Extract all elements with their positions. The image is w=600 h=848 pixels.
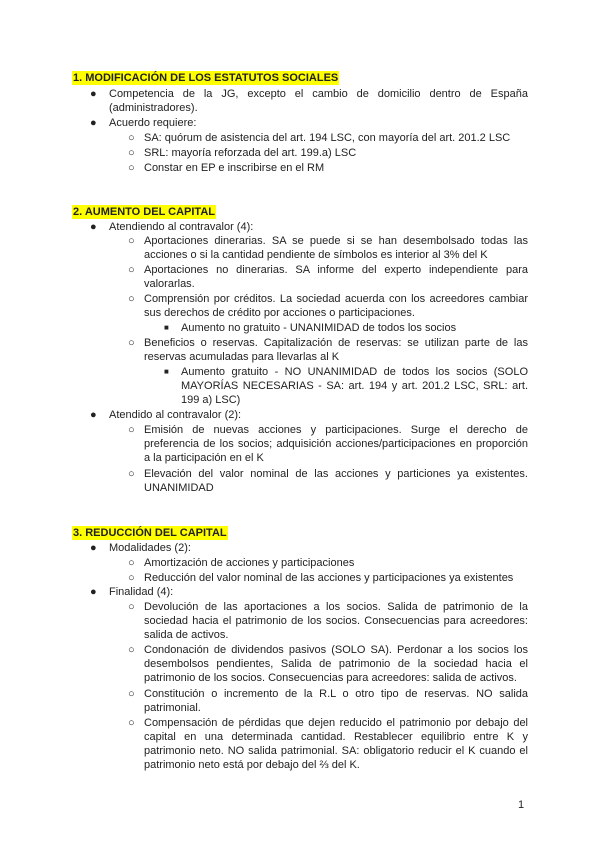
paragraph-line: patrimonial.: [144, 702, 201, 714]
paragraph-line: sus derechos de crédito por acciones o participaciones.: [144, 307, 415, 319]
bullet-circle-icon: ○: [128, 293, 135, 305]
list-item: Finalidad (4):: [109, 586, 174, 598]
paragraph-line: reservas acumuladas para llevarlas al K: [144, 351, 340, 363]
paragraph-line: Competencia de la JG, excepto el cambio de domicilio dentro de España: [109, 88, 528, 100]
paragraph-line: Aumento gratuito - NO UNANIMIDAD de todos los socios (SOLO: [181, 366, 528, 378]
bullet-circle-icon: ○: [128, 264, 135, 276]
paragraph-line: patrimonio neto está por debajo del ⅔ del K.: [144, 759, 360, 771]
paragraph-line: Devolución de las aportaciones a los socios. Salida de patrimonio de la: [144, 601, 528, 613]
bullet-disc-icon: ●: [90, 586, 97, 598]
paragraph-line: capital en una determinada cantidad. Restablecer equilibrio entre K y: [144, 731, 528, 743]
bullet-disc-icon: ●: [90, 117, 97, 129]
bullet-circle-icon: ○: [128, 557, 135, 569]
list-item: Atendido al contravalor (2):: [109, 409, 242, 421]
paragraph-line: Aportaciones no dinerarias. SA informe del experto independiente para: [144, 264, 528, 276]
bullet-disc-icon: ●: [90, 542, 97, 554]
paragraph-line: patrimonio neto. NO salida patrimonial. SA: obligatorio reducir el K cuando el: [144, 745, 528, 757]
paragraph-line: preferencia de los socios; adquisición acciones/participaciones en proporción: [144, 438, 528, 450]
section-heading-2: 2. AUMENTO DEL CAPITAL: [73, 206, 215, 218]
bullet-circle-icon: ○: [128, 717, 135, 729]
paragraph-line: valorarlas.: [144, 278, 195, 290]
bullet-circle-icon: ○: [128, 147, 135, 159]
bullet-circle-icon: ○: [128, 468, 135, 480]
paragraph-line: desembolsos pendientes, Salida de patrimonio de la sociedad hacia el: [144, 658, 528, 670]
page-number: 1: [518, 799, 525, 811]
bullet-circle-icon: ○: [128, 644, 135, 656]
list-item: Aumento no gratuito - UNANIMIDAD de todos los socios: [181, 322, 457, 334]
paragraph-line: a la participación en el K: [144, 452, 264, 464]
paragraph-line: Elevación del valor nominal de las acciones y particiones ya existentes.: [144, 468, 528, 480]
list-item: SRL: mayoría reforzada del art. 199.a) LSC: [144, 147, 357, 159]
paragraph-line: sociedad hacia el patrimonio de los socios. Consecuencias para acreedores:: [144, 615, 528, 627]
paragraph-line: Condonación de dividendos pasivos (SOLO SA). Perdonar a los socios los: [144, 644, 528, 656]
paragraph-line: UNANIMIDAD: [144, 482, 214, 494]
paragraph-line: Constitución o incremento de la R.L o otro tipo de reservas. NO salida: [144, 688, 528, 700]
paragraph-line: Beneficios o reservas. Capitalización de reservas: se utilizan parte de las: [144, 337, 528, 349]
list-item: Constar en EP e inscribirse en el RM: [144, 162, 325, 174]
section-heading-1: 1. MODIFICACIÓN DE LOS ESTATUTOS SOCIALES: [73, 72, 339, 84]
bullet-square-icon: ■: [164, 323, 169, 332]
bullet-circle-icon: ○: [128, 337, 135, 349]
paragraph-line: acciones o si la cantidad pendiente de símbolos es interior al 3% del K: [144, 249, 488, 261]
paragraph-line: patrimonio de los socios. Consecuencias para acreedores: salida de activos.: [144, 672, 517, 684]
list-item: Atendiendo al contravalor (4):: [109, 221, 254, 233]
bullet-disc-icon: ●: [90, 221, 97, 233]
bullet-disc-icon: ●: [90, 88, 97, 100]
paragraph-line: MAYORÍAS NECESARIAS - SA: art. 194 y art. 201.2 LSC, SRL: art.: [181, 380, 528, 392]
bullet-circle-icon: ○: [128, 601, 135, 613]
paragraph-line: salida de activos.: [144, 629, 229, 641]
list-item: SA: quórum de asistencia del art. 194 LSC, con mayoría del art. 201.2 LSC: [144, 132, 511, 144]
list-item: Acuerdo requiere:: [109, 117, 197, 129]
bullet-circle-icon: ○: [128, 572, 135, 584]
list-item: Modalidades (2):: [109, 542, 191, 554]
paragraph-line: (administradores).: [109, 102, 198, 114]
paragraph-line: Comprensión por créditos. La sociedad acuerda con los acreedores cambiar: [144, 293, 528, 305]
bullet-circle-icon: ○: [128, 132, 135, 144]
section-heading-3: 3. REDUCCIÓN DEL CAPITAL: [73, 527, 227, 539]
bullet-circle-icon: ○: [128, 235, 135, 247]
bullet-circle-icon: ○: [128, 162, 135, 174]
bullet-circle-icon: ○: [128, 688, 135, 700]
list-item: Amortización de acciones y participaciones: [144, 557, 355, 569]
list-item: Reducción del valor nominal de las acciones y participaciones ya existentes: [144, 572, 514, 584]
paragraph-line: 199 a) LSC): [181, 394, 241, 406]
bullet-square-icon: ■: [164, 367, 169, 376]
paragraph-line: Compensación de pérdidas que dejen reducido el patrimonio por debajo del: [144, 717, 528, 729]
paragraph-line: Emisión de nuevas acciones y participaciones. Surge el derecho de: [144, 424, 528, 436]
bullet-circle-icon: ○: [128, 424, 135, 436]
paragraph-line: Aportaciones dinerarias. SA se puede si se han desembolsado todas las: [144, 235, 528, 247]
bullet-disc-icon: ●: [90, 409, 97, 421]
